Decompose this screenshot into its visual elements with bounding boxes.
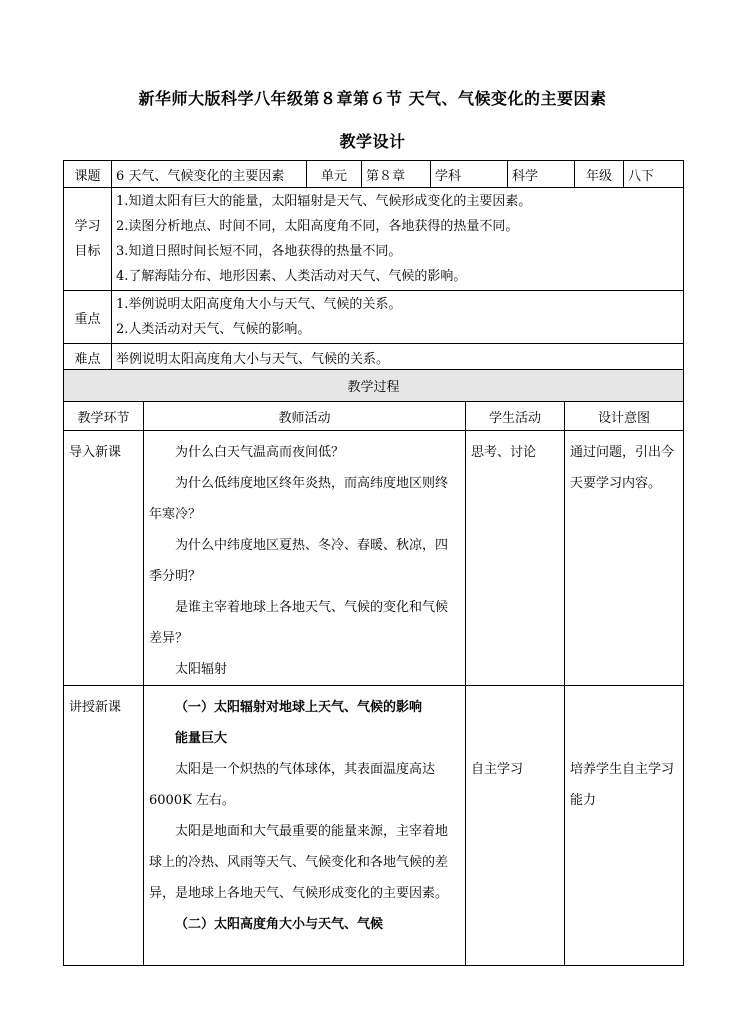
- key-points-label: 重点: [64, 291, 112, 344]
- teacher-question: 为什么低纬度地区终年炎热，而高纬度地区则终年寒冷？: [149, 476, 449, 522]
- teacher-question: 为什么中纬度地区夏热、冬冷、春暖、秋凉，四季分明？: [149, 538, 449, 584]
- objective-item: 4.了解海陆分布、地形因素、人类活动对天气、气候的影响。: [116, 269, 467, 284]
- section-heading: （二）太阳高度角大小与天气、气候: [175, 917, 384, 932]
- header-design-intent: 设计意图: [565, 402, 684, 431]
- course-label: 课题: [64, 161, 112, 188]
- teacher-answer: 太阳辐射: [175, 662, 228, 677]
- teacher-question: 是谁主宰着地球上各地天气、气候的变化和气候差异？: [149, 600, 449, 646]
- objectives-list: [112, 188, 684, 291]
- stage-cell: 讲授新课: [64, 686, 144, 966]
- table-row: [64, 431, 684, 686]
- subsection-heading: 能量巨大: [175, 731, 228, 746]
- key-point-item: 1.举例说明太阳高度角大小与天气、气候的关系。: [116, 297, 402, 312]
- header-stage: 教学环节: [64, 402, 144, 431]
- objective-item: 2.读图分析地点、时间不同，太阳高度角不同，各地获得的热量不同。: [116, 219, 519, 234]
- student-activity-cell: 思考、讨论: [466, 431, 565, 686]
- teacher-paragraph: 太阳是地面和大气最重要的能量来源，主宰着地球上的冷热、风雨等天气、气候变化和各地气候的差异，是地球上各地天气、气候形成变化的主要因素。: [149, 824, 449, 901]
- key-point-item: 2.人类活动对天气、气候的影响。: [116, 322, 311, 337]
- teacher-question: 为什么白天气温高而夜间低？: [175, 445, 345, 460]
- unit-value: 第８章: [362, 161, 431, 188]
- design-intent-cell: 培养学生自主学习能力: [565, 686, 684, 966]
- difficulty-label: 难点: [64, 344, 112, 372]
- document-title: 新华师大版科学八年级第８章第６节 天气、气候变化的主要因素: [138, 89, 607, 108]
- difficulty-value: 举例说明太阳高度角大小与天气、气候的关系。: [112, 344, 684, 372]
- subject-label: 学科: [431, 161, 508, 188]
- header-student-activity: 学生活动: [466, 402, 565, 431]
- objectives-label: 学习 目标: [64, 188, 112, 291]
- key-points-list: [112, 291, 684, 344]
- section-heading: （一）太阳辐射对地球上天气、气候的影响: [175, 700, 423, 715]
- grade-label: 年级: [575, 161, 624, 188]
- header-teacher-activity: 教师活动: [144, 402, 466, 431]
- design-intent-cell: 通过问题，引出今天要学习内容。: [565, 431, 684, 686]
- subject-value: 科学: [508, 161, 575, 188]
- stage-cell: 导入新课: [64, 431, 144, 686]
- grade-value: 八下: [624, 161, 684, 188]
- unit-label: 单元: [307, 161, 362, 188]
- objective-item: 1.知道太阳有巨大的能量，太阳辐射是天气、气候形成变化的主要因素。: [116, 194, 532, 209]
- lesson-info-table: [63, 160, 684, 372]
- teacher-activity-cell: [144, 686, 466, 966]
- teacher-paragraph: 太阳是一个炽热的气体球体，其表面温度高达 6000K 左右。: [149, 762, 436, 808]
- student-activity-cell: 自主学习: [466, 686, 565, 966]
- process-section-title: 教学过程: [64, 370, 684, 402]
- teacher-activity-cell: [144, 431, 466, 686]
- document-subtitle: 教学设计: [339, 132, 406, 151]
- table-row: [64, 686, 684, 966]
- objective-item: 3.知道日照时间长短不同，各地获得的热量不同。: [116, 244, 402, 259]
- teaching-process-table: [63, 369, 684, 966]
- course-value: 6 天气、气候变化的主要因素: [112, 161, 307, 188]
